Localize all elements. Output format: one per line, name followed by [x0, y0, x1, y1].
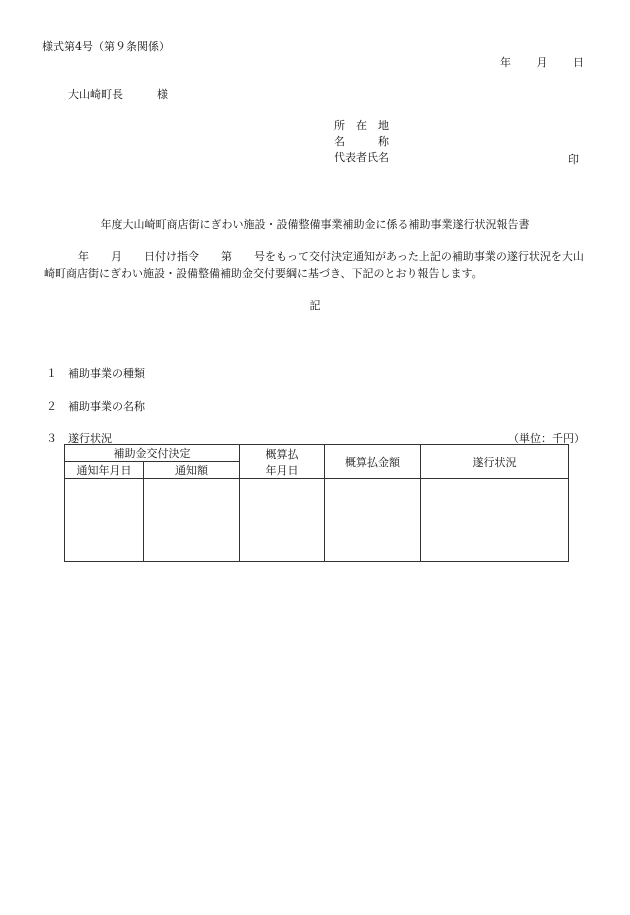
item-label: 補助事業の名称: [68, 400, 145, 413]
unit-note: （単位：千円）: [508, 432, 585, 445]
addressee-name: 大山崎町長: [68, 88, 123, 101]
cell-estimate-amount[interactable]: [325, 479, 421, 562]
addressee: [68, 86, 168, 102]
item-2: [46, 398, 145, 414]
header-notice-date: 通知年月日: [65, 462, 144, 479]
group-header-grant-decision: 補助金交付決定: [65, 445, 240, 462]
ki-heading: 記: [309, 299, 321, 312]
sender-representative-label: 代表者氏名: [334, 151, 389, 164]
report-date: [500, 54, 584, 70]
date-day: 日: [573, 56, 584, 69]
header-estimate-line1: 概算払: [265, 447, 299, 461]
cell-notice-amount[interactable]: [144, 479, 240, 562]
header-notice-amount: 通知額: [144, 462, 240, 479]
progress-table: [64, 444, 569, 562]
item-label: 補助事業の種類: [68, 367, 145, 380]
header-estimate-amount: 概算払金額: [325, 445, 421, 479]
date-month: 月: [536, 56, 548, 69]
seal-mark: 印: [568, 153, 579, 166]
item-number: １: [46, 367, 57, 380]
item-number: ２: [46, 400, 57, 413]
sender-address-label: 所 在 地: [334, 119, 389, 132]
addressee-honorific: 様: [157, 88, 168, 101]
header-estimate-date: [240, 445, 325, 479]
document-title: 年度大山崎町商店街にぎわい施設・設備整備事業補助金に係る補助事業遂行状況報告書: [100, 218, 530, 231]
cell-estimate-date[interactable]: [240, 479, 325, 562]
header-estimate-line2: 年月日: [265, 463, 299, 477]
item-1: [46, 365, 145, 381]
sender-name-label: 名 称: [334, 135, 389, 148]
header-status: 遂行状況: [421, 445, 569, 479]
sender-block: [334, 118, 389, 166]
date-year: 年: [500, 56, 511, 69]
body-paragraph: [44, 248, 594, 282]
table-row: [65, 479, 569, 562]
item-number: ３: [46, 432, 57, 445]
form-number: 様式第4号（第９条関係）: [42, 40, 170, 53]
cell-notice-date[interactable]: [65, 479, 144, 562]
body-text: 年 月 日付け指令 第 号をもって交付決定通知があった上記の補助事業の遂行状況を大山崎町商店街にぎわい施設・設備整備補助金交付要綱に基づき、下記のとおり報告します。: [44, 250, 584, 280]
item-label: 遂行状況: [68, 432, 112, 445]
cell-status[interactable]: [421, 479, 569, 562]
